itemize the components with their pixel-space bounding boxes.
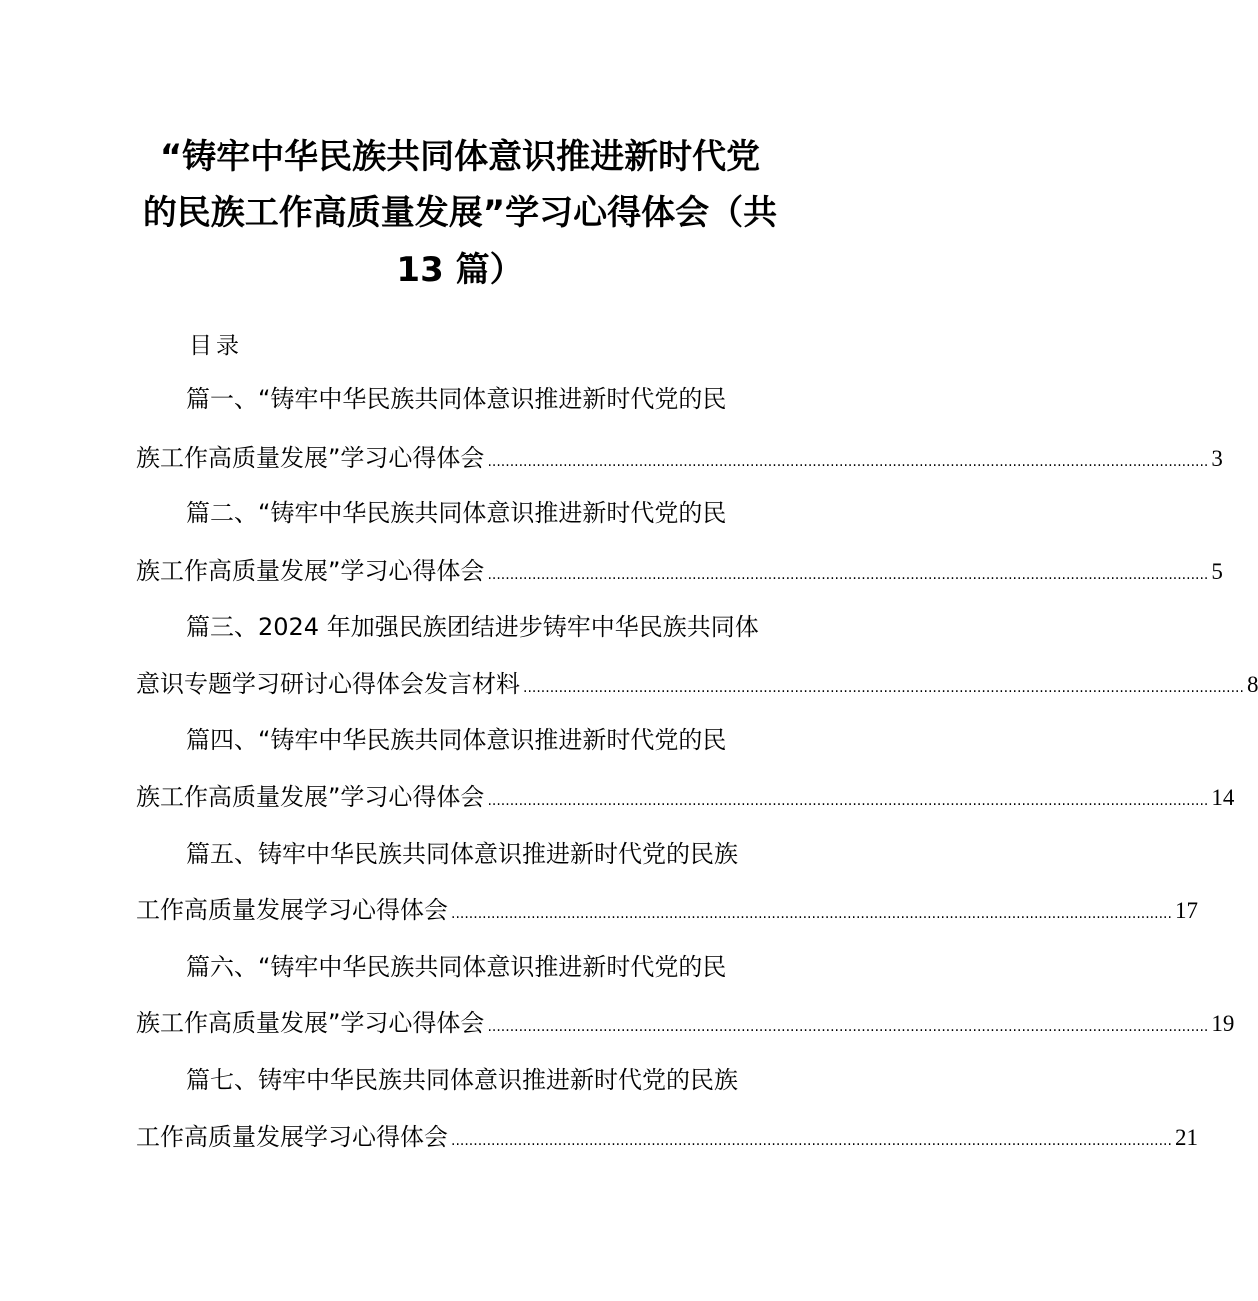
toc-entry-4-title-cont: 族工作高质量发展”学习心得体会 bbox=[136, 783, 485, 811]
toc-entry-1-title[interactable]: 篇一、“铸牢中华民族共同体意识推进新时代党的民 bbox=[186, 385, 727, 413]
toc-entry-7-title-cont: 工作高质量发展学习心得体会 bbox=[136, 1123, 448, 1151]
toc-leader-dots: .................................................................................................................................................................. bbox=[487, 793, 1209, 809]
toc-entry-4-page: 14 bbox=[1211, 785, 1235, 810]
toc-entry-5[interactable] bbox=[136, 893, 1198, 931]
toc-entry-6-title-cont: 族工作高质量发展”学习心得体会 bbox=[136, 1009, 485, 1037]
toc-leader-dots: .................................................................................................................................................................. bbox=[523, 680, 1244, 696]
toc-leader-dots: .................................................................................................................................................................. bbox=[451, 906, 1172, 922]
toc-leader-dots: .................................................................................................................................................................. bbox=[487, 1019, 1209, 1035]
toc-entry-2-title[interactable]: 篇二、“铸牢中华民族共同体意识推进新时代党的民 bbox=[186, 499, 727, 527]
toc-entry-2-title-cont: 族工作高质量发展”学习心得体会 bbox=[136, 557, 485, 585]
title-line-2: 的民族工作高质量发展”学习心得体会（共 bbox=[142, 193, 778, 233]
toc-entry-1-page: 3 bbox=[1211, 446, 1223, 471]
toc-leader-dots: .................................................................................................................................................................. bbox=[487, 567, 1209, 583]
title-line-1: “铸牢中华民族共同体意识推进新时代党 bbox=[159, 137, 761, 177]
toc-entry-6-title[interactable]: 篇六、“铸牢中华民族共同体意识推进新时代党的民 bbox=[186, 953, 727, 981]
toc-entry-5-page: 17 bbox=[1174, 898, 1198, 923]
toc-entry-4[interactable] bbox=[136, 780, 1235, 818]
toc-entry-2-page: 5 bbox=[1211, 559, 1223, 584]
toc-entry-3[interactable] bbox=[136, 667, 1258, 705]
toc-entry-2[interactable] bbox=[136, 554, 1223, 592]
toc-leader-dots: .................................................................................................................................................................. bbox=[487, 454, 1209, 470]
toc-entry-5-title[interactable]: 篇五、铸牢中华民族共同体意识推进新时代党的民族 bbox=[186, 840, 738, 868]
title-line-3: 13 篇） bbox=[396, 250, 524, 290]
toc-entry-3-title-cont: 意识专题学习研讨心得体会发言材料 bbox=[136, 670, 520, 698]
toc-entry-1[interactable] bbox=[136, 441, 1223, 479]
toc-leader-dots: .................................................................................................................................................................. bbox=[451, 1133, 1172, 1149]
toc-entry-7-page: 21 bbox=[1174, 1125, 1198, 1150]
toc-entry-3-page: 8 bbox=[1246, 672, 1258, 697]
toc-entry-1-title-cont: 族工作高质量发展”学习心得体会 bbox=[136, 444, 485, 472]
toc-heading: 目录 bbox=[189, 333, 243, 359]
toc-entry-5-title-cont: 工作高质量发展学习心得体会 bbox=[136, 896, 448, 924]
toc-entry-7-title[interactable]: 篇七、铸牢中华民族共同体意识推进新时代党的民族 bbox=[186, 1066, 738, 1094]
toc-entry-4-title[interactable]: 篇四、“铸牢中华民族共同体意识推进新时代党的民 bbox=[186, 726, 727, 754]
toc-entry-3-title[interactable]: 篇三、2024 年加强民族团结进步铸牢中华民族共同体 bbox=[186, 613, 759, 641]
toc-entry-7[interactable] bbox=[136, 1120, 1198, 1158]
toc-entry-6[interactable] bbox=[136, 1006, 1235, 1044]
toc-entry-6-page: 19 bbox=[1211, 1011, 1235, 1036]
